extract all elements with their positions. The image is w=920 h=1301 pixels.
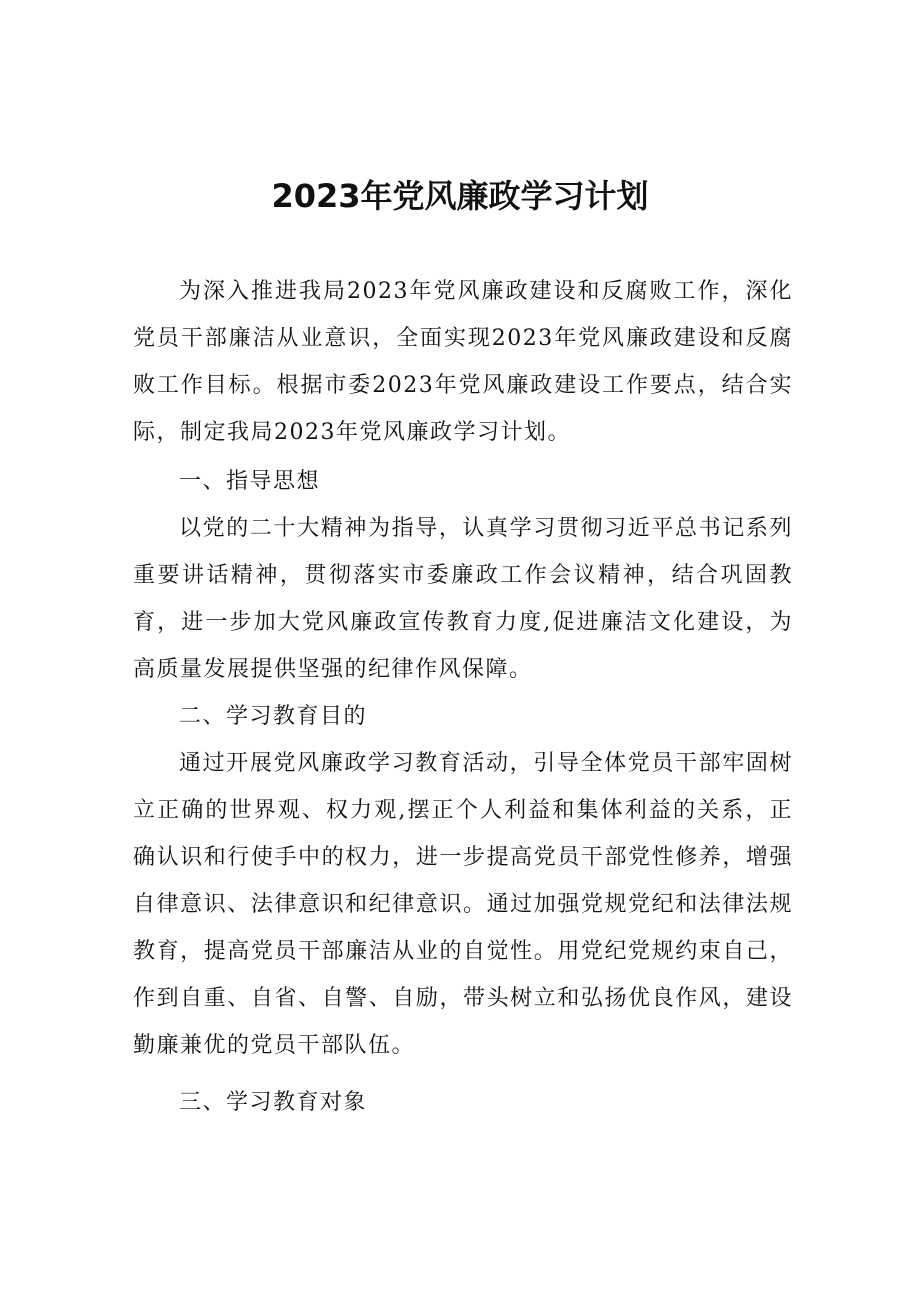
section-body-education-purpose: 通过开展党风廉政学习教育活动，引导全体党员干部牢固树立正确的世界观、权力观,摆正个人利益和集体利益的关系，正确认识和行使手中的权力，进一步提高党员干部党性修养，增强自律意识、法律意识和纪律意识。通过加强党规党纪和法律法规教育，提高党员干部廉洁从业的自觉性。用党纪党规约束自己，作到自重、自省、自警、自励，带头树立和弘扬优良作风，建设勤廉兼优的党员干部队伍。 bbox=[133, 751, 793, 1058]
section-body-guiding-ideology: 以党的二十大精神为指导，认真学习贯彻习近平总书记系列重要讲话精神，贯彻落实市委廉政工作会议精神，结合巩固教育，进一步加大党风廉政宣传教育力度,促进廉洁文化建设，为高质量发展提供坚强的纪律作风保障。 bbox=[133, 516, 793, 682]
section-heading-education-purpose: 二、学习教育目的 bbox=[179, 704, 368, 729]
document-body bbox=[133, 268, 793, 1126]
section-heading-education-audience: 三、学习教育对象 bbox=[179, 1090, 368, 1115]
section-heading-guiding-ideology: 一、指导思想 bbox=[179, 469, 321, 494]
document-title: 2023年党风廉政学习计划 bbox=[271, 177, 649, 215]
intro-paragraph: 为深入推进我局2023年党风廉政建设和反腐败工作，深化党员干部廉洁从业意识，全面实现2023年党风廉政建设和反腐败工作目标。根据市委2023年党风廉政建设工作要点，结合实际，制定我局2023年党风廉政学习计划。 bbox=[133, 279, 793, 445]
